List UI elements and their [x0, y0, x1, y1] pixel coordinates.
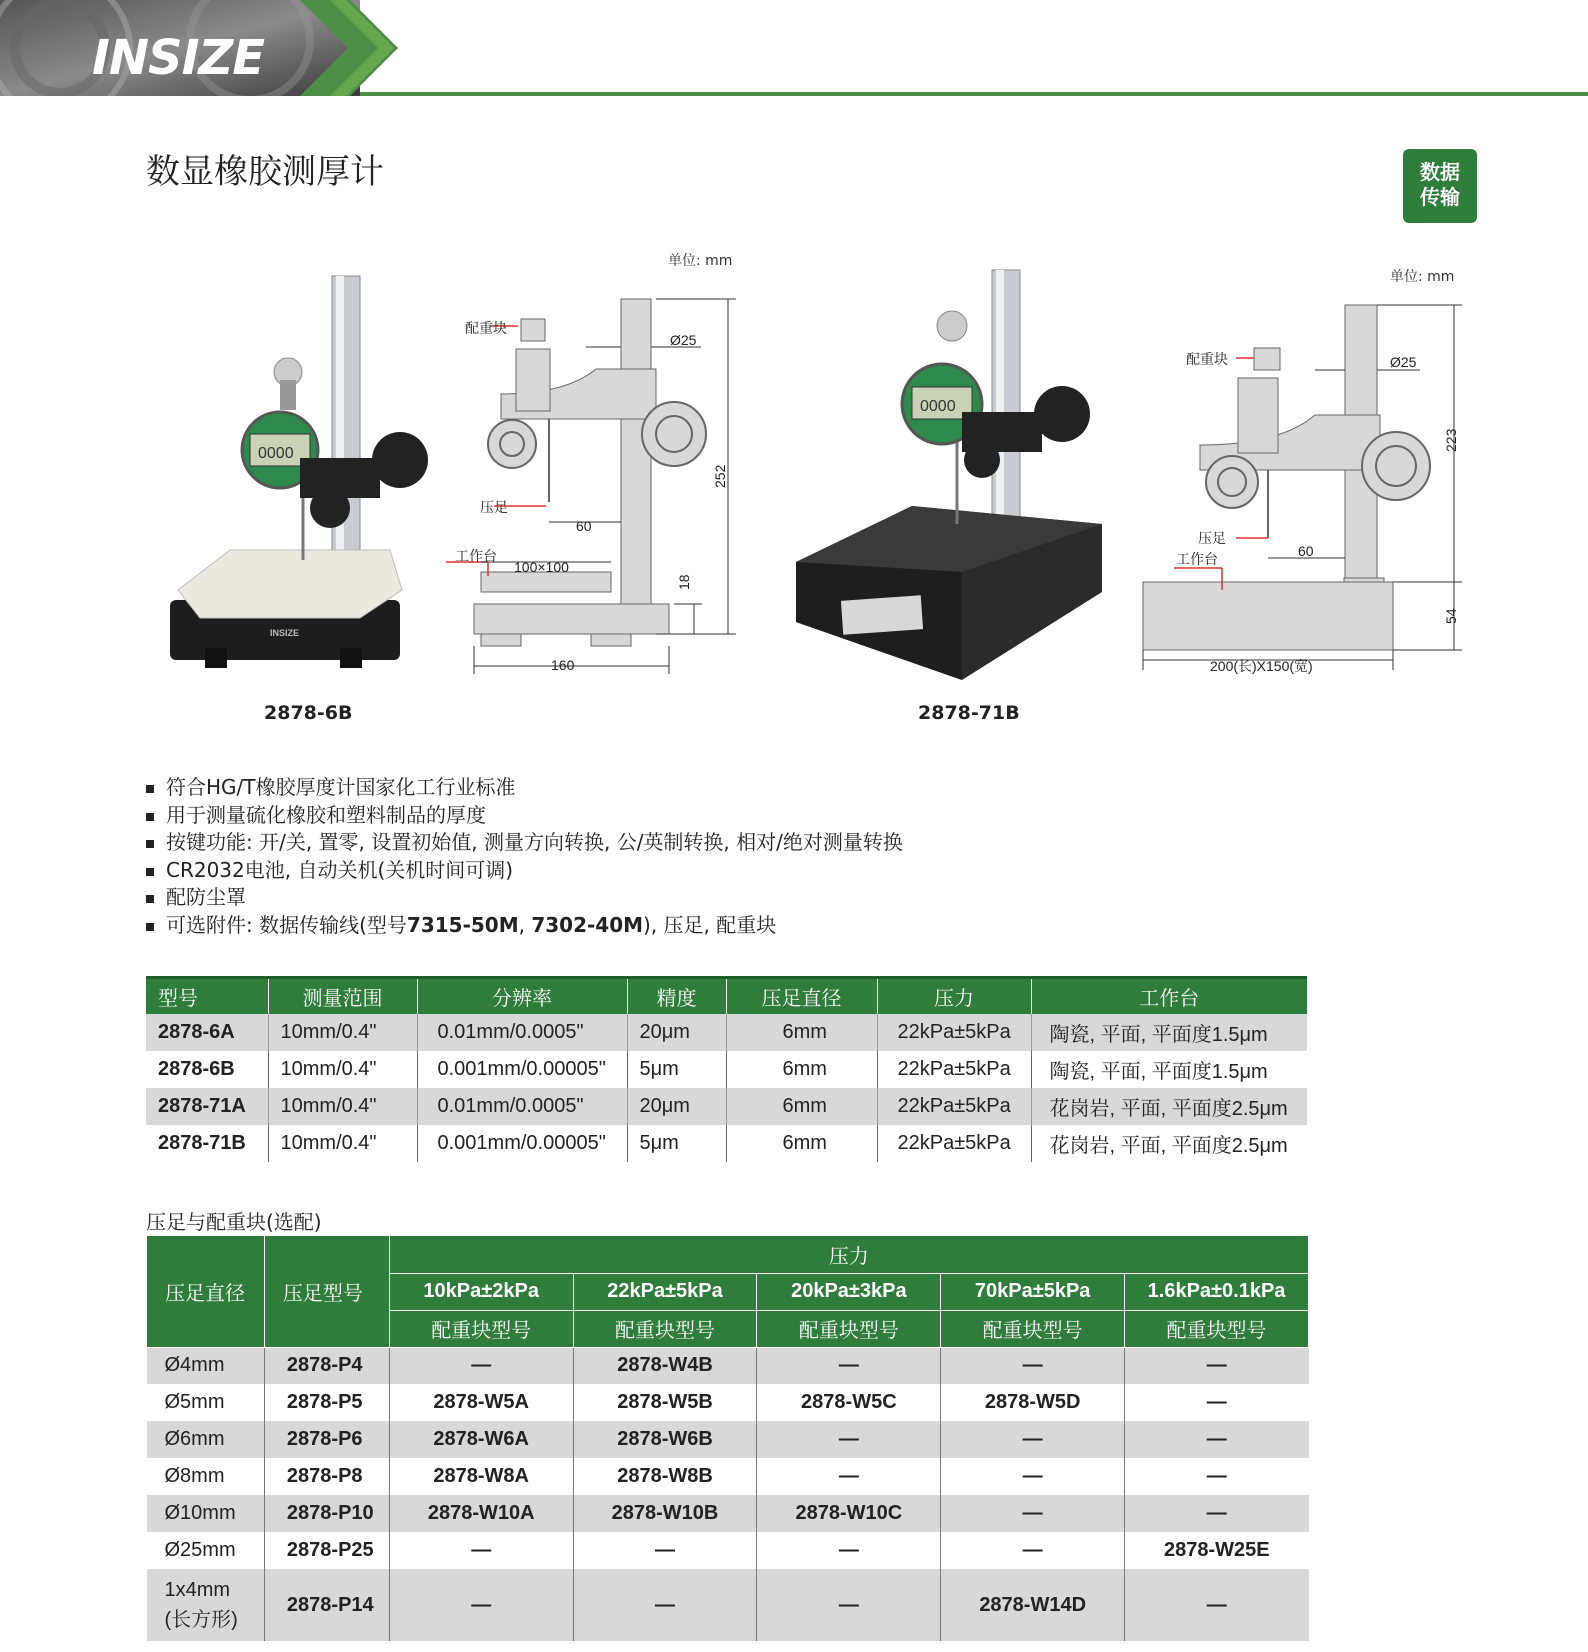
table-cell: 2878-P6 — [264, 1421, 389, 1458]
acc-pressure-col: 70kPa±5kPa — [941, 1273, 1125, 1310]
product-model-2: 2878-71B — [918, 702, 1020, 724]
table-cell: 0.001mm/0.00005" — [417, 1051, 627, 1088]
table-cell: 22kPa±5kPa — [877, 1014, 1031, 1051]
acc-weight-col: 配重块型号 — [389, 1310, 573, 1347]
table-cell: — — [1125, 1347, 1309, 1384]
accessory-section-title: 压足与配重块(选配) — [146, 1210, 322, 1234]
spec-header: 测量范围 — [268, 978, 417, 1014]
table-cell: — — [941, 1495, 1125, 1532]
table-cell: 2878-P10 — [264, 1495, 389, 1532]
page-title: 数显橡胶测厚计 — [146, 152, 384, 192]
table-cell: Ø25mm — [147, 1532, 265, 1569]
table-cell: 2878-W6A — [389, 1421, 573, 1458]
table-cell: 2878-W10B — [573, 1495, 757, 1532]
table-cell: Ø6mm — [147, 1421, 265, 1458]
table-cell: — — [757, 1458, 941, 1495]
table-cell: 20μm — [627, 1014, 726, 1051]
table-cell: 0.001mm/0.00005" — [417, 1125, 627, 1162]
table-cell: — — [941, 1347, 1125, 1384]
table-cell: — — [757, 1347, 941, 1384]
table-cell: 2878-W10A — [389, 1495, 573, 1532]
table-cell: 2878-P4 — [264, 1347, 389, 1384]
table-cell: 2878-P25 — [264, 1532, 389, 1569]
table-cell: — — [389, 1347, 573, 1384]
table-cell: 2878-71A — [146, 1088, 268, 1125]
table-cell: 6mm — [726, 1014, 877, 1051]
table-cell: — — [757, 1421, 941, 1458]
table-row — [147, 1384, 1309, 1421]
technical-drawing-2878-71b — [1140, 260, 1470, 690]
table-cell: 2878-P8 — [264, 1458, 389, 1495]
table-cell: — — [1125, 1384, 1309, 1421]
table-cell: 2878-W14D — [941, 1569, 1125, 1641]
table-label-2: 工作台 — [1176, 551, 1218, 567]
table-cell: 22kPa±5kPa — [877, 1051, 1031, 1088]
table-cell: — — [1125, 1458, 1309, 1495]
table-row — [146, 1088, 1307, 1125]
table-row — [147, 1569, 1309, 1641]
acc-header-model: 压足型号 — [264, 1236, 389, 1347]
table-cell: — — [1125, 1569, 1309, 1641]
table-cell: — — [389, 1569, 573, 1641]
accessory-table — [146, 1236, 1309, 1641]
table-row — [147, 1347, 1309, 1384]
spec-header-row — [146, 978, 1307, 1014]
table-cell: 2878-W5C — [757, 1384, 941, 1421]
rect-foot-note: (长方形) — [164, 1609, 238, 1631]
table-cell: 2878-W5A — [389, 1384, 573, 1421]
table-cell: — — [757, 1569, 941, 1641]
table-cell: 10mm/0.4" — [268, 1051, 417, 1088]
accessory-model-1: 7315-50M — [406, 912, 519, 937]
table-cell: 2878-P14 — [264, 1569, 389, 1641]
table-cell — [147, 1569, 265, 1641]
acc-header-pressure: 压力 — [389, 1236, 1308, 1273]
acc-pressure-col: 10kPa±2kPa — [389, 1273, 573, 1310]
table-cell: 花岗岩, 平面, 平面度2.5μm — [1031, 1125, 1307, 1162]
unit-label-1: 单位: mm — [668, 253, 733, 269]
acc-header-row-1 — [147, 1236, 1309, 1273]
table-size-dim-1: 100×100 — [514, 559, 569, 575]
table-cell: Ø4mm — [147, 1347, 265, 1384]
weight-label-1: 配重块 — [465, 320, 507, 336]
accessories-suffix: ), 压足, 配重块 — [643, 912, 777, 937]
table-cell: 2878-71B — [146, 1125, 268, 1162]
table-cell: — — [941, 1458, 1125, 1495]
table-cell: 陶瓷, 平面, 平面度1.5μm — [1031, 1051, 1307, 1088]
header-rule — [360, 92, 1588, 96]
table-cell: — — [757, 1532, 941, 1569]
feature-item-accessories — [146, 912, 903, 940]
svg-text:0000: 0000 — [920, 398, 956, 415]
feature-item: 符合HG/T橡胶厚度计国家化工行业标准 — [146, 774, 903, 802]
acc-weight-col: 配重块型号 — [1125, 1310, 1309, 1347]
table-row — [146, 1051, 1307, 1088]
unit-label-2: 单位: mm — [1390, 269, 1455, 285]
table-cell: 5μm — [627, 1125, 726, 1162]
table-cell: 2878-W4B — [573, 1347, 757, 1384]
spec-header: 压力 — [877, 978, 1031, 1014]
table-row — [147, 1495, 1309, 1532]
table-row — [146, 1125, 1307, 1162]
feature-item: 配防尘罩 — [146, 884, 903, 912]
base-height-dim-2: 54 — [1443, 608, 1459, 624]
table-cell: 0.01mm/0.0005" — [417, 1014, 627, 1051]
table-cell: 5μm — [627, 1051, 726, 1088]
technical-drawing-2878-6b — [446, 244, 746, 694]
table-cell: 0.01mm/0.0005" — [417, 1088, 627, 1125]
acc-header-dia: 压足直径 — [147, 1236, 265, 1347]
table-cell: — — [941, 1532, 1125, 1569]
acc-pressure-col: 22kPa±5kPa — [573, 1273, 757, 1310]
table-cell: 10mm/0.4" — [268, 1088, 417, 1125]
table-cell: 6mm — [726, 1088, 877, 1125]
svg-text:0000: 0000 — [258, 445, 294, 462]
acc-weight-col: 配重块型号 — [941, 1310, 1125, 1347]
spec-header: 压足直径 — [726, 978, 877, 1014]
acc-pressure-col: 20kPa±3kPa — [757, 1273, 941, 1310]
table-cell: 2878-W6B — [573, 1421, 757, 1458]
table-cell: 花岗岩, 平面, 平面度2.5μm — [1031, 1088, 1307, 1125]
weight-label-2: 配重块 — [1186, 351, 1228, 367]
acc-weight-col: 配重块型号 — [757, 1310, 941, 1347]
table-cell: — — [389, 1532, 573, 1569]
table-row — [146, 1014, 1307, 1051]
badge-line-1: 数据 — [1420, 160, 1460, 184]
table-cell: 2878-W5D — [941, 1384, 1125, 1421]
table-row — [147, 1421, 1309, 1458]
table-cell: 20μm — [627, 1088, 726, 1125]
spec-header: 分辨率 — [417, 978, 627, 1014]
table-row — [147, 1458, 1309, 1495]
table-cell: — — [573, 1569, 757, 1641]
feature-list — [146, 774, 903, 939]
spec-header: 工作台 — [1031, 978, 1307, 1014]
acc-pressure-col: 1.6kPa±0.1kPa — [1125, 1273, 1309, 1310]
spec-header: 精度 — [627, 978, 726, 1014]
table-cell: — — [1125, 1421, 1309, 1458]
spec-table — [146, 976, 1307, 1162]
foot-label-2: 压足 — [1198, 530, 1226, 546]
table-cell: — — [941, 1421, 1125, 1458]
table-cell: — — [573, 1532, 757, 1569]
offset-dim-2: 60 — [1298, 543, 1314, 559]
table-cell: — — [1125, 1495, 1309, 1532]
diameter-dim-2: Ø25 — [1390, 354, 1417, 370]
table-cell: 2878-W5B — [573, 1384, 757, 1421]
table-cell: 10mm/0.4" — [268, 1125, 417, 1162]
spec-header: 型号 — [146, 978, 268, 1014]
table-cell: 2878-P5 — [264, 1384, 389, 1421]
accessories-prefix: 可选附件: 数据传输线(型号 — [166, 912, 407, 937]
base-height-dim-1: 18 — [676, 574, 692, 590]
table-cell: 22kPa±5kPa — [877, 1088, 1031, 1125]
feature-item: CR2032电池, 自动关机(关机时间可调) — [146, 857, 903, 885]
rect-foot-size: 1x4mm — [164, 1579, 231, 1601]
product-photo-2878-6b — [170, 270, 450, 680]
product-photo-2878-71b — [792, 262, 1112, 682]
table-label-1: 工作台 — [455, 548, 497, 564]
diameter-dim-1: Ø25 — [670, 332, 697, 348]
table-cell: 10mm/0.4" — [268, 1014, 417, 1051]
accessory-model-2: 7302-40M — [531, 912, 644, 937]
table-cell: 22kPa±5kPa — [877, 1125, 1031, 1162]
offset-dim-1: 60 — [576, 518, 592, 534]
height-dim-2: 223 — [1443, 428, 1459, 452]
table-cell: 2878-W10C — [757, 1495, 941, 1532]
table-cell: Ø5mm — [147, 1384, 265, 1421]
product-model-1: 2878-6B — [264, 702, 353, 724]
base-size-dim-2: 200(长)X150(宽) — [1210, 658, 1313, 674]
acc-weight-col: 配重块型号 — [573, 1310, 757, 1347]
foot-label-1: 压足 — [480, 499, 508, 515]
base-width-dim-1: 160 — [551, 657, 575, 673]
data-transfer-badge — [1403, 149, 1477, 223]
table-cell: 2878-6B — [146, 1051, 268, 1088]
table-cell: 2878-W8A — [389, 1458, 573, 1495]
table-cell: 2878-W8B — [573, 1458, 757, 1495]
table-cell: 2878-6A — [146, 1014, 268, 1051]
height-dim-1: 252 — [712, 464, 728, 488]
insize-logo: INSIZE — [92, 30, 265, 86]
table-row — [147, 1532, 1309, 1569]
table-cell: 6mm — [726, 1125, 877, 1162]
table-cell: 6mm — [726, 1051, 877, 1088]
table-cell: Ø8mm — [147, 1458, 265, 1495]
badge-line-2: 传输 — [1420, 185, 1460, 209]
accessories-sep: , — [518, 912, 532, 937]
feature-item: 用于测量硫化橡胶和塑料制品的厚度 — [146, 802, 903, 830]
table-cell: Ø10mm — [147, 1495, 265, 1532]
table-cell: 陶瓷, 平面, 平面度1.5μm — [1031, 1014, 1307, 1051]
table-cell: 2878-W25E — [1125, 1532, 1309, 1569]
svg-text:INSIZE: INSIZE — [270, 628, 300, 638]
feature-item: 按键功能: 开/关, 置零, 设置初始值, 测量方向转换, 公/英制转换, 相对/绝对测量转换 — [146, 829, 903, 857]
